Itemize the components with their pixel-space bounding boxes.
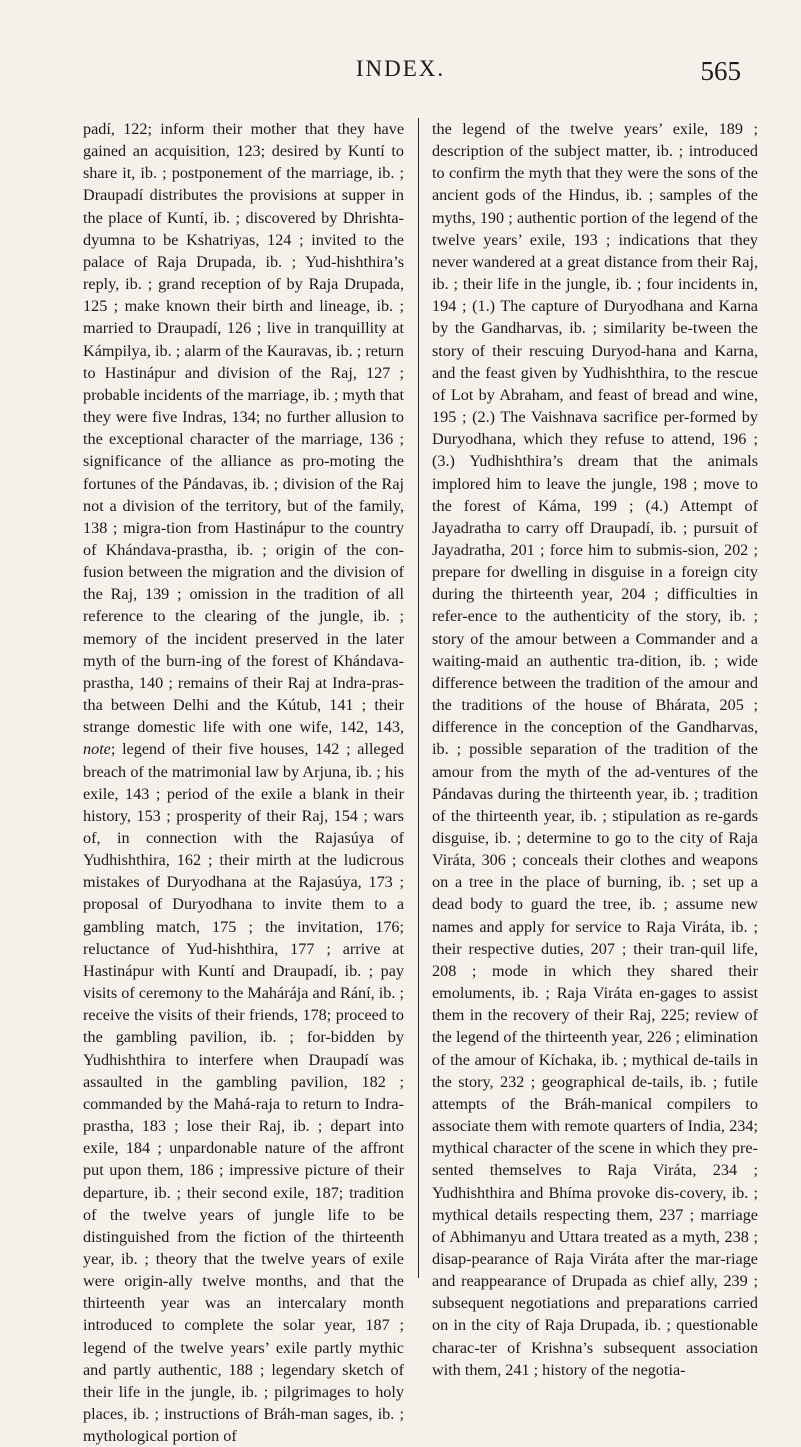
page-title: INDEX.: [355, 56, 446, 81]
left-column-text-1: padí, 122; inform their mother that they have gained an acquisition, 123; desired by Kuntí to share it, ib. ; postponement of the marriage, ib. ; Draupadí distributes the provisions at supper in the place of Kuntí, ib. ; discovered by Dhrishta-dyumna to be Kshatriyas, 124 ; invited to the palace of Raja Drupada, ib. ; Yud-hishthira’s reply, ib. ; grand reception of by Raja Drupada, 125 ; make known their birth and lineage, ib. ; married to Draupadí, 126 ; live in tranquillity at Kámpilya, ib. ; alarm of the Kauravas, ib. ; return to Hastinápur and division of the Raj, 127 ; probable incidents of the marriage, ib. ; myth that they were five Indras, 134; no further allusion to the exceptional character of the marriage, 136 ; significance of the alliance as pro-moting the fortunes of the Pándavas, ib. ; division of the Raj not a division of the territory, but of the family, 138 ; migra-tion from Hastinápur to the country of Khándava-prastha, ib. ; origin of the con-fusion between the migration and the division of the Raj, 139 ; omission in the tradition of all reference to the clearing of the jungle, ib. ; memory of the incident preserved in the later myth of the burn-ing of the forest of Khándava-prastha, 140 ; remains of their Raj at Indra-pras-tha between Delhi and the Kútub, 141 ; their strange domestic life with one wife, 142, 143,: [83, 120, 404, 737]
left-column: [83, 118, 404, 1447]
right-column-text: the legend of the twelve years’ exile, 189 ; description of the subject matter, ib. ; introduced to confirm the myth that they were the sons of the ancient gods of the Hindus, ib. ; samples of the myths, 190 ; authentic portion of the legend of the twelve years’ exile, 193 ; indications that they never wandered at a great distance from their Raj, ib. ; their life in the jungle, ib. ; four incidents in, 194 ; (1.) The capture of Duryodhana and Karna by the Gandharvas, ib. ; similarity be-tween the story of their rescuing Duryod-hana and Karna, and the feast given by Yudhishthira, to the rescue of Lot by Abraham, and feast of bread and wine, 195 ; (2.) The Vaishnava sacrifice per-formed by Duryodhana, which they refuse to attend, 196 ; (3.) Yudhishthira’s dream that the animals implored him to leave the jungle, 198 ; move to the forest of Káma, 199 ; (4.) Attempt of Jayadratha to carry off Draupadí, ib. ; pursuit of Jayadratha, 201 ; force him to submis-sion, 202 ; prepare for dwelling in disguise in a foreign city during the thirteenth year, 204 ; difficulties in refer-ence to the authenticity of the story, ib. ; story of the amour between a Commander and a waiting-maid an authentic tra-dition, ib. ; wide difference between the tradition of the amour and the traditions of the house of Bhárata, 205 ; difference in the conception of the Gandharvas, ib. ; possible separation of the tradition of the amour from the myth of the ad-ventures of the Pándavas during the thirteenth year, ib. ; tradition of the thirteenth year, ib. ; stipulation as re-gards disguise, ib. ; determine to go to the city of Raja Viráta, 306 ; conceals their clothes and weapons on a tree in the place of burning, ib. ; set up a dead body to guard the tree, ib. ; assume new names and apply for service to Raja Viráta, ib. ; their respective duties, 207 ; their tran-quil life, 208 ; mode in which they shared their emoluments, ib. ; Raja Viráta en-gages to assist them in the recovery of their Raj, 225; review of the legend of the thirteenth year, 226 ; elimination of the amour of Kíchaka, ib. ; mythical de-tails in the story, 232 ; geographical de-tails, ib. ; futile attempts of the Bráh-manical compilers to associate them with remote quarters of India, 234; mythical character of the scene in which they pre-sented themselves to Raja Viráta, 234 ; Yudhishthira and Bhíma provoke dis-covery, ib. ; mythical details respecting them, 237 ; marriage of Abhimanyu and Uttara treated as a myth, 238 ; disap-pearance of Raja Viráta after the mar-riage and reappearance of Drupada as chief ally, 239 ; subsequent negotiations and preparations carried on in the city of Raja Drupada, ib. ; questionable charac-ter of Krishna’s subsequent association with them, 241 ; history of the negotia-: [432, 120, 758, 1379]
running-head: [0, 56, 801, 90]
column-divider: [418, 118, 419, 1278]
note-reference: note: [83, 740, 111, 759]
right-column: [432, 118, 758, 1381]
left-column-text-2: ; legend of their five houses, 142 ; alleged breach of the matrimonial law by Arjuna, ib. ; his exile, 143 ; period of the exile a blank in their history, 153 ; prosperity of their Raj, 154 ; wars of, in connection with the Rajasúya of Yudhishthira, 162 ; their mirth at the ludicrous mistakes of Duryodhana at the Rajasúya, 173 ; proposal of Duryodhana to invite them to a gambling match, 175 ; the invitation, 176; reluctance of Yud-hishthira, 177 ; arrive at Hastinápur with Kuntí and Draupadí, ib. ; pay visits of ceremony to the Mahárája and Rání, ib. ; receive the visits of their friends, 178; proceed to the gambling pavilion, ib. ; for-bidden by Yudhishthira to interfere when Draupadí was assaulted in the gambling pavilion, 182 ; commanded by the Mahá-raja to return to Indra-prastha, 183 ; lose their Raj, ib. ; depart into exile, 184 ; unpardonable nature of the affront put upon them, 186 ; impressive picture of their departure, ib. ; their second exile, 187; tradition of the twelve years of jungle life to be distinguished from the fiction of the thirteenth year, ib. ; theory that the twelve years of exile were origin-ally twelve months, and that the thirteenth year was an intercalary month introduced to complete the solar year, 187 ; legend of the twelve years’ exile partly mythic and partly authentic, 188 ; legendary sketch of their life in the jungle, ib. ; pilgrimages to holy places, ib. ; instructions of Bráh-man sages, ib. ; mythological portion of: [83, 740, 404, 1446]
page-number: 565: [700, 56, 741, 86]
